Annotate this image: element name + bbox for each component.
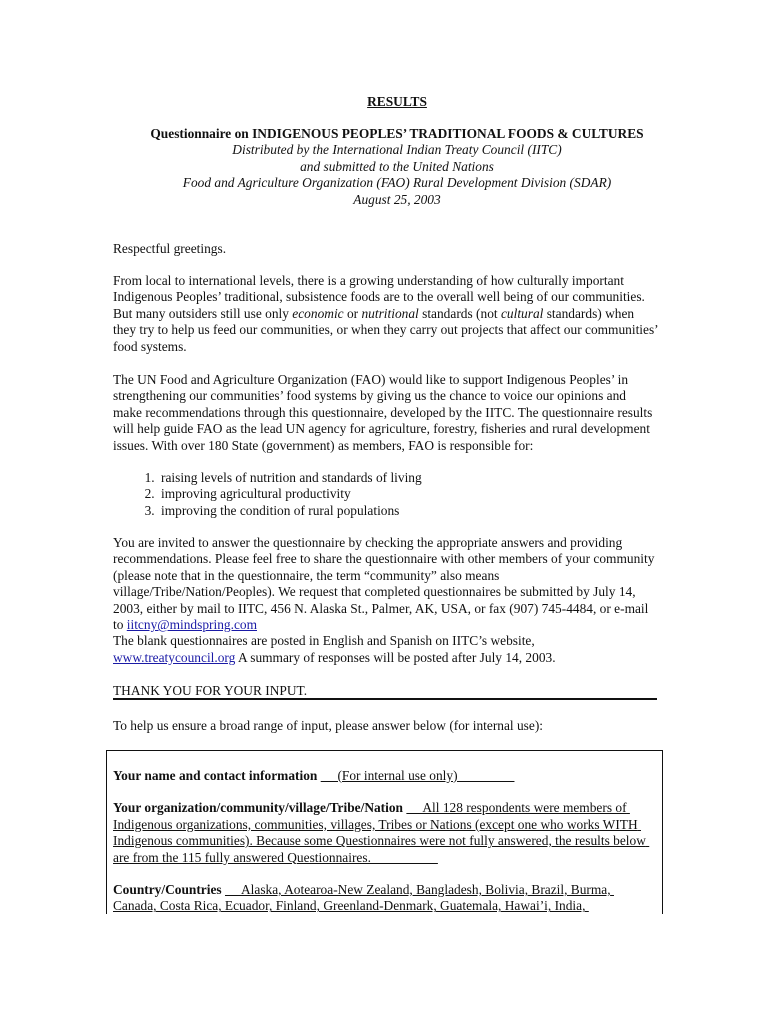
country-field [113, 882, 656, 914]
organization-field [113, 800, 656, 866]
cultural-term: cultural [500, 305, 544, 321]
website-link[interactable]: www.treatycouncil.org [113, 649, 236, 665]
name-field [113, 768, 656, 784]
paragraph-intro-text-a: From local to international levels, there is a growing understanding of how culturally important Indigenous Peoples’ traditional, subsistence foods are to the overall well being of our communities. But many outsiders still use only [113, 273, 645, 321]
thanks-line: THANK YOU FOR YOUR INPUT. [113, 683, 308, 698]
organization-value: All 128 respondents were members of Indigenous organizations, communities, villages, Tribes or Nations (except one who works WITH Indigenous communities). Because some Questionnaires were not fully answered, the results below are from the 115 fully answered Questionnaires. [113, 800, 650, 865]
nutritional-term: nutritional [361, 305, 419, 321]
organization-line: Food and Agriculture Organization (FAO) Rural Development Division (SDAR) [182, 175, 612, 191]
greeting: Respectful greetings. [113, 241, 227, 256]
document-header [113, 126, 681, 208]
economic-term: economic [292, 305, 344, 321]
contact-form-box [106, 750, 663, 914]
submission-line: and submitted to the United Nations [300, 158, 494, 174]
list-item: 3. improving the condition of rural populations [158, 503, 658, 519]
responsibility-list [113, 470, 658, 519]
country-value: Alaska, Aotearoa-New Zealand, Bangladesh, Bolivia, Brazil, Burma, Canada, Costa Rica, Ecuador, Finland, Greenland-Denmark, Guatemala, Hawai’i, India, [113, 882, 614, 914]
paragraph-fao: The UN Food and Agriculture Organization (FAO) would like to support Indigenous Peoples’ in strengthening our communities’ food systems by giving us the chance to voice our opinions and make recommendations through this questionnaire, developed by the IITC. The questionnaire results will help guide FAO as the lead UN agency for agriculture, forestry, fisheries and rural development issues. With over 180 State (government) as members, FAO is responsible for: [113, 372, 653, 453]
questionnaire-heading: Questionnaire on INDIGENOUS PEOPLES’ TRADITIONAL FOODS & CULTURES [150, 126, 644, 141]
list-item: 1. raising levels of nutrition and standards of living [158, 470, 658, 486]
organization-label: Your organization/community/village/Tribe/Nation [113, 800, 404, 816]
responsibility-list-wrapper [113, 470, 658, 519]
paragraph-intro-text-c: standards (not [418, 305, 501, 321]
paragraph-invitation [113, 535, 658, 666]
paragraph-intro-text-b: or [343, 305, 362, 321]
distributor-line: Distributed by the International Indian Treaty Council (IITC) [232, 142, 562, 158]
country-label: Country/Countries [113, 882, 222, 898]
list-item: 2. improving agricultural productivity [158, 486, 658, 502]
invitation-text: You are invited to answer the questionnaire by checking the appropriate answers and providing recommendations. Please feel free to share the questionnaire with other members of your community (please note that in the questionnaire, the term “community” also means village/Tribe/Nation/Peoples). We request that completed questionnaires be submitted by July 14, 2003, either by mail to IITC, 456 N. Alaska St., Palmer, AK, USA, or fax (907) 745-4484, or e-mail to [113, 535, 655, 633]
paragraph-intro [113, 273, 658, 355]
date-line: August 25, 2003 [353, 191, 441, 207]
paragraph-intro-text-d: standards) when they try to help us feed our communities, or when they carry out projects that affect our communities’ food systems. [113, 305, 658, 354]
name-label: Your name and contact information [113, 768, 318, 783]
page-title: RESULTS [367, 94, 427, 109]
website-text: The blank questionnaires are posted in English and Spanish on IITC’s website, [113, 633, 535, 649]
email-link[interactable]: iitcny@mindspring.com [126, 617, 257, 633]
divider-rule [113, 698, 657, 700]
name-value: (For internal use only) [320, 768, 515, 783]
form-intro: To help us ensure a broad range of input, please answer below (for internal use): [113, 718, 544, 733]
summary-text: A summary of responses will be posted after July 14, 2003. [235, 649, 556, 665]
